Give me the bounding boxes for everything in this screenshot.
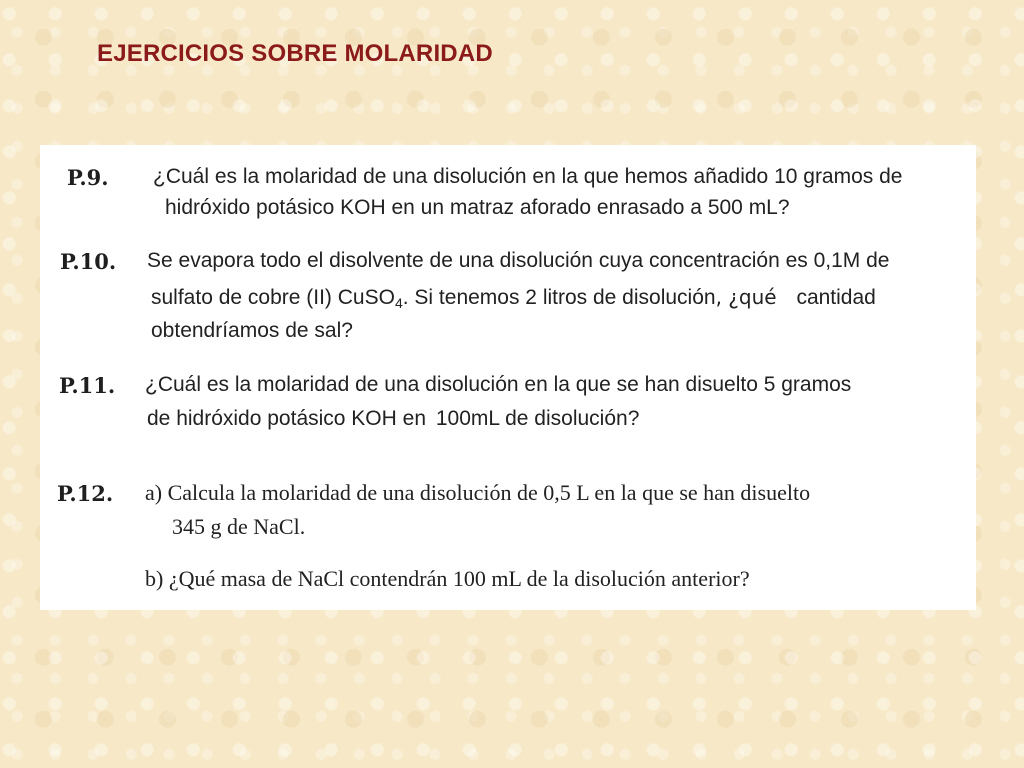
problem-line: Se evapora todo el disolvente de una disolución cuya concentración es 0,1M de (147, 249, 890, 272)
problem-number: P.11. (59, 373, 116, 398)
problem-line: obtendríamos de sal? (151, 319, 353, 342)
problem-line: ¿Cuál es la molaridad de una disolución en la que se han disuelto 5 gramos (145, 373, 852, 396)
problem-line: 345 g de NaCl. (172, 514, 306, 539)
subscript-4: 4 (394, 295, 403, 311)
problem-line (151, 285, 876, 311)
problem-line: ¿Cuál es la molaridad de una disolución en la que hemos añadido 10 gramos de (153, 165, 903, 188)
problem-number: P.9. (67, 165, 109, 190)
formula-continuation: . Si tenemos 2 litros de disolución (402, 286, 716, 309)
problem-line: hidróxido potásico KOH en un matraz aforado enrasado a 500 mL? (165, 196, 790, 219)
exercise-panel (40, 145, 976, 610)
problem-number: P.12. (57, 481, 114, 506)
formula-text: sulfato de cobre (II) CuSO (151, 286, 395, 309)
pasted-question: , ¿qué (715, 285, 777, 309)
problem-line: b) ¿Qué masa de NaCl contendrán 100 mL de la disolución anterior? (145, 566, 750, 591)
line-part: 100mL de disolución? (435, 407, 640, 430)
problem-number: P.10. (60, 249, 117, 274)
slide-title: EJERCICIOS SOBRE MOLARIDAD (97, 40, 493, 67)
problem-line (147, 407, 639, 431)
line-part: de hidróxido potásico KOH en (147, 407, 426, 430)
problem-line: a) Calcula la molaridad de una disolución de 0,5 L en la que se han disuelto (145, 480, 811, 505)
cut-off-word: cantidad (796, 286, 876, 309)
